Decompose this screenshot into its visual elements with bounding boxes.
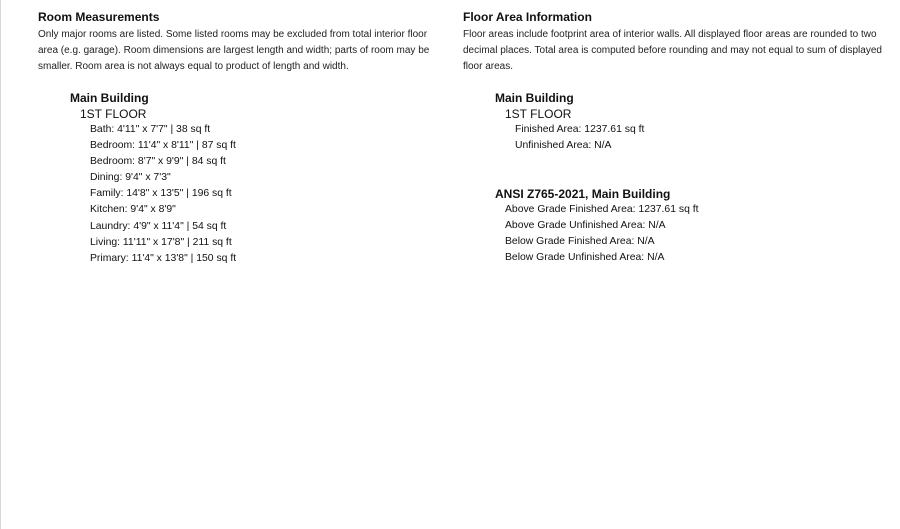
ansi-item: Below Grade Finished Area: N/A [505, 236, 655, 248]
room-item: Laundry: 4'9" x 11'4" | 54 sq ft [90, 220, 227, 232]
room-list-block [70, 90, 236, 267]
ansi-block [495, 186, 699, 266]
floor-area-section [463, 10, 883, 76]
room-item: Primary: 11'4" x 13'8" | 150 sq ft [90, 252, 237, 264]
area-list [495, 122, 644, 154]
page-edge [0, 0, 1, 529]
room-item: Living: 11'11" x 17'8" | 211 sq ft [90, 236, 232, 248]
area-floor-heading: 1ST FLOOR [505, 107, 572, 121]
room-item: Bedroom: 8'7" x 9'9" | 84 sq ft [90, 156, 226, 168]
room-floor-heading: 1ST FLOOR [80, 107, 147, 121]
room-measurements-title: Room Measurements [38, 10, 160, 24]
room-item: Kitchen: 9'4" x 8'9" [90, 204, 176, 216]
unfinished-area: Unfinished Area: N/A [515, 140, 612, 152]
room-item: Family: 14'8" x 13'5" | 196 sq ft [90, 188, 232, 200]
ansi-heading: ANSI Z765-2021, Main Building [495, 187, 671, 201]
floor-area-title: Floor Area Information [463, 10, 592, 24]
room-list [70, 122, 236, 267]
room-building-heading: Main Building [70, 91, 149, 105]
floor-area-description: Floor areas include footprint area of interior walls. All displayed floor areas are rounded to two decimal places. Total area is computed before rounding and may not equal to sum of displayed floor areas. [463, 29, 882, 73]
ansi-item: Above Grade Finished Area: 1237.61 sq ft [505, 204, 699, 215]
ansi-item: Above Grade Unfinished Area: N/A [505, 220, 666, 232]
room-item: Bath: 4'11" x 7'7" | 38 sq ft [90, 124, 211, 135]
ansi-list [495, 202, 699, 266]
area-building-heading: Main Building [495, 91, 574, 105]
finished-area: Finished Area: 1237.61 sq ft [515, 124, 645, 135]
room-item: Dining: 9'4" x 7'3" [90, 172, 171, 184]
room-measurements-section [38, 10, 438, 76]
floor-area-block [495, 90, 644, 154]
room-item: Bedroom: 11'4" x 8'11" | 87 sq ft [90, 140, 236, 152]
room-measurements-description: Only major rooms are listed. Some listed rooms may be excluded from total interior floor area (e.g. garage). Room dimensions are largest length and width; parts of room may be smaller. Room area is not always equal to product of length and width. [38, 29, 430, 73]
ansi-item: Below Grade Unfinished Area: N/A [505, 252, 665, 264]
